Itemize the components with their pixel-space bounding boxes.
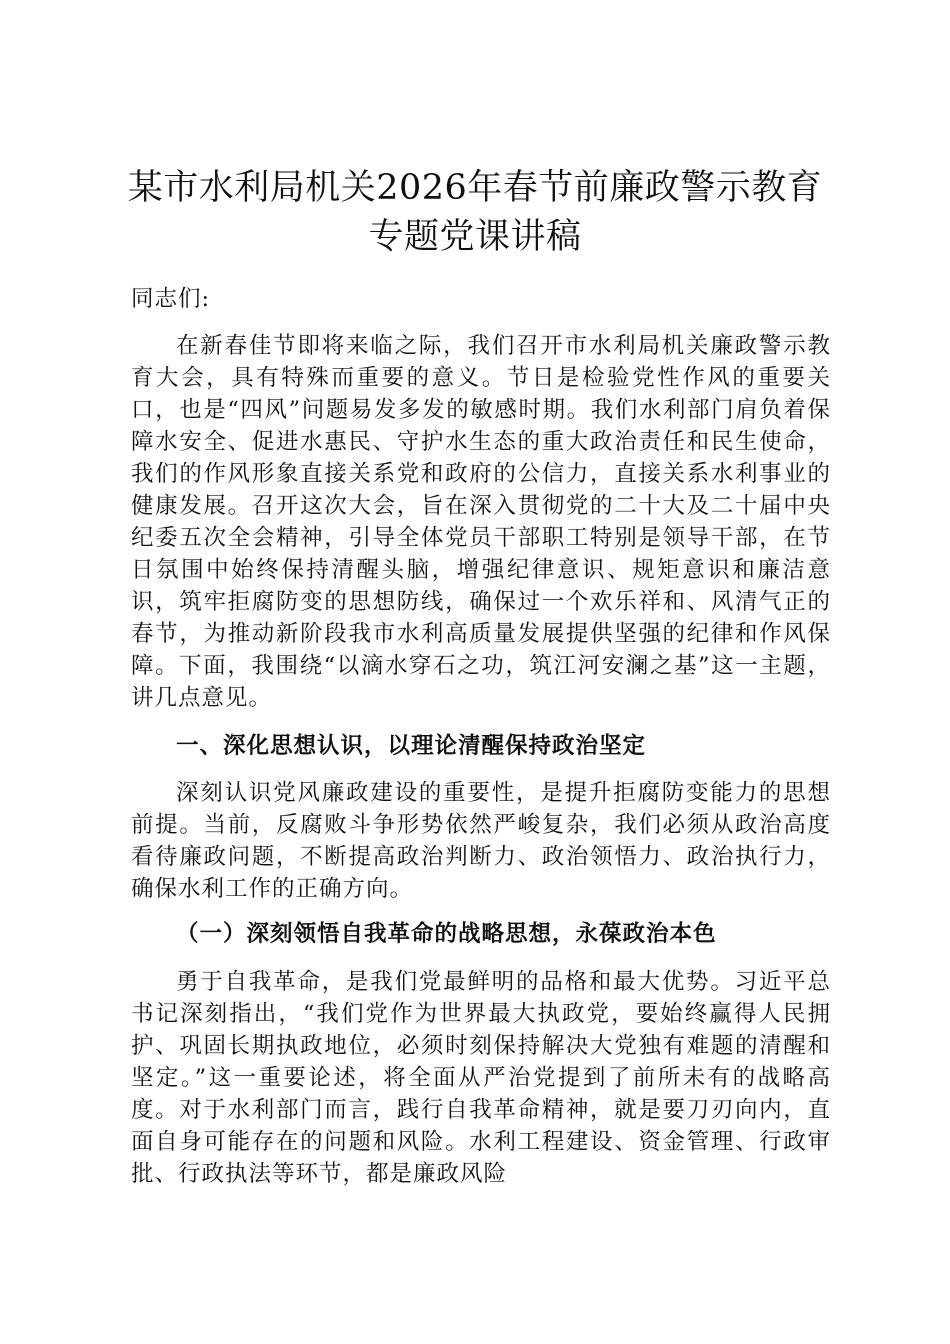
section-paragraph-1: 深刻认识党风廉政建设的重要性，是提升拒腐防变能力的思想前提。当前，反腐败斗争形势依然严峻复杂，我们必须从政治高度看待廉政问题，不断提高政治判断力、政治领悟力、政治执行力，确保水利工作的正确方向。 xyxy=(131,780,831,902)
document-title-line-1: 某市水利局机关2026年春节前廉政警示教育 xyxy=(127,168,823,208)
subsection-heading-1: （一）深刻领悟自我革命的战略思想，永葆政治本色 xyxy=(176,921,717,947)
section-heading-1: 一、深化思想认识，以理论清醒保持政治坚定 xyxy=(176,733,647,759)
intro-paragraph: 在新春佳节即将来临之际，我们召开市水利局机关廉政警示教育大会，具有特殊而重要的意义。节日是检验党性作风的重要关口，也是“四风”问题易发多发的敏感时期。我们水利部门肩负着保障水安全、促进水惠民、守护水生态的重大政治责任和民生使命，我们的作风形象直接关系党和政府的公信力，直接关系水利事业的健康发展。召开这次大会，旨在深入贯彻党的二十大及二十届中央纪委五次全会精神，引导全体党员干部职工特别是领导干部，在节日氛围中始终保持清醒头脑，增强纪律意识、规矩意识和廉洁意识，筑牢拒腐防变的思想防线，确保过一个欢乐祥和、风清气正的春节，为推动新阶段我市水利高质量发展提供坚强的纪律和作风保障。下面，我围绕“以滴水穿石之功，筑江河安澜之基”这一主题，讲几点意见。 xyxy=(131,333,831,711)
subsection-paragraph-1: 勇于自我革命，是我们党最鲜明的品格和最大优势。习近平总书记深刻指出，“我们党作为世界最大执政党，要始终赢得人民拥护、巩固长期执政地位，必须时刻保持解决大党独有难题的清醒和坚定。”这一重要论述，将全面从严治党提到了前所未有的战略高度。对于水利部门而言，践行自我革命精神，就是要刀刃向内，直面自身可能存在的问题和风险。水利工程建设、资金管理、行政审批、行政执法等环节，都是廉政风险 xyxy=(131,969,831,1187)
document-title-line-2: 专题党课讲稿 xyxy=(368,217,582,257)
salutation: 同志们: xyxy=(131,286,211,312)
